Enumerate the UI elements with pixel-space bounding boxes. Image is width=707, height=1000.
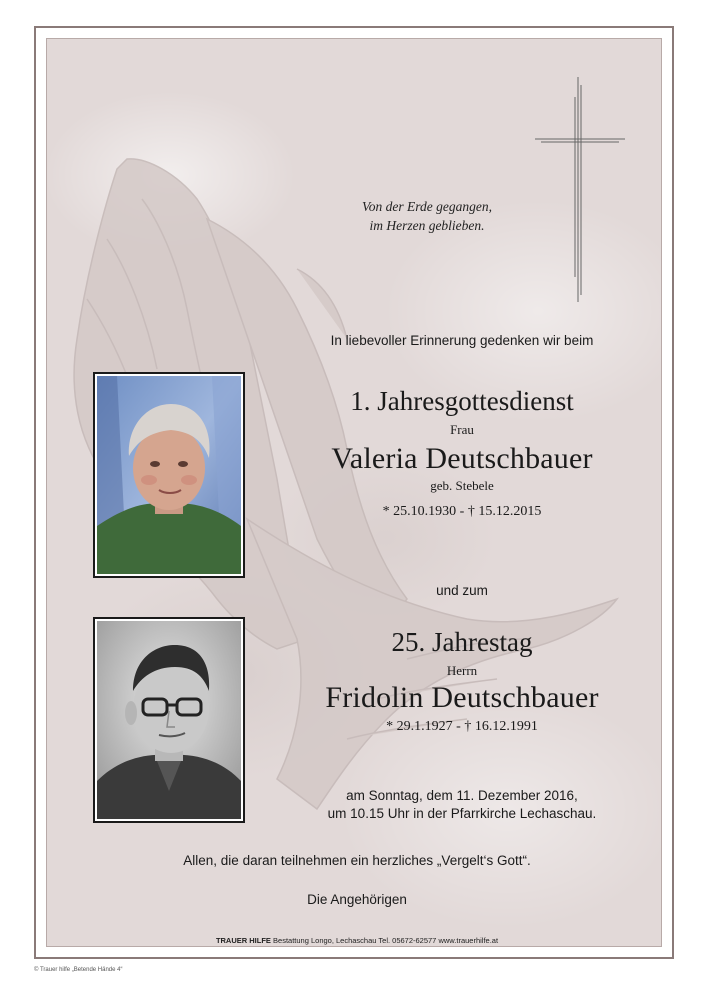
event1-title: 1. Jahresgottesdienst: [350, 386, 574, 416]
portrait-fridolin: [93, 617, 245, 823]
intro-text: In liebevoller Erinnerung gedenken wir beim: [330, 333, 594, 348]
connector-text: und zum: [436, 583, 488, 598]
portrait-valeria: [93, 372, 245, 578]
signature-text: Die Angehörigen: [307, 892, 407, 907]
motto-line-1: Von der Erde gegangen,: [362, 199, 492, 214]
thanks-text: Allen, die daran teilnehmen ein herzliches „Vergelt‘s Gott“.: [183, 853, 531, 868]
portrait-fridolin-image: [97, 621, 241, 819]
service-line-2: um 10.15 Uhr in der Pfarrkirche Lechaschau.: [327, 806, 597, 821]
motto-line-2: im Herzen geblieben.: [369, 218, 485, 233]
event2-block: [287, 625, 637, 735]
event2-dates: * 29.1.1927 - † 16.12.1991: [386, 719, 538, 734]
footer-brand: TRAUER HILFE: [215, 936, 271, 945]
event2-name: Fridolin Deutschbauer: [325, 681, 599, 714]
event2-salutation: Herrn: [446, 663, 478, 678]
cross-icon: [535, 77, 625, 307]
event1-block: [287, 384, 637, 520]
funeral-home-footer: [47, 936, 662, 945]
obituary-card: [34, 26, 674, 959]
event1-salutation: Frau: [450, 422, 474, 437]
service-info: [287, 787, 637, 823]
event1-name: Valeria Deutschbauer: [331, 442, 593, 475]
event2-title: 25. Jahrestag: [391, 627, 533, 657]
portrait-valeria-image: [97, 376, 241, 574]
motto: [337, 197, 517, 235]
card-background: [46, 38, 662, 947]
event1-birth-name: geb. Stebele: [430, 478, 494, 493]
event1-dates: * 25.10.1930 - † 15.12.2015: [382, 504, 542, 519]
image-credit: © Trauer hilfe „Betende Hände 4“: [34, 967, 123, 973]
service-line-1: am Sonntag, dem 11. Dezember 2016,: [346, 788, 578, 803]
footer-details: Bestattung Longo, Lechaschau Tel. 05672-62577 www.trauerhilfe.at: [273, 936, 499, 945]
